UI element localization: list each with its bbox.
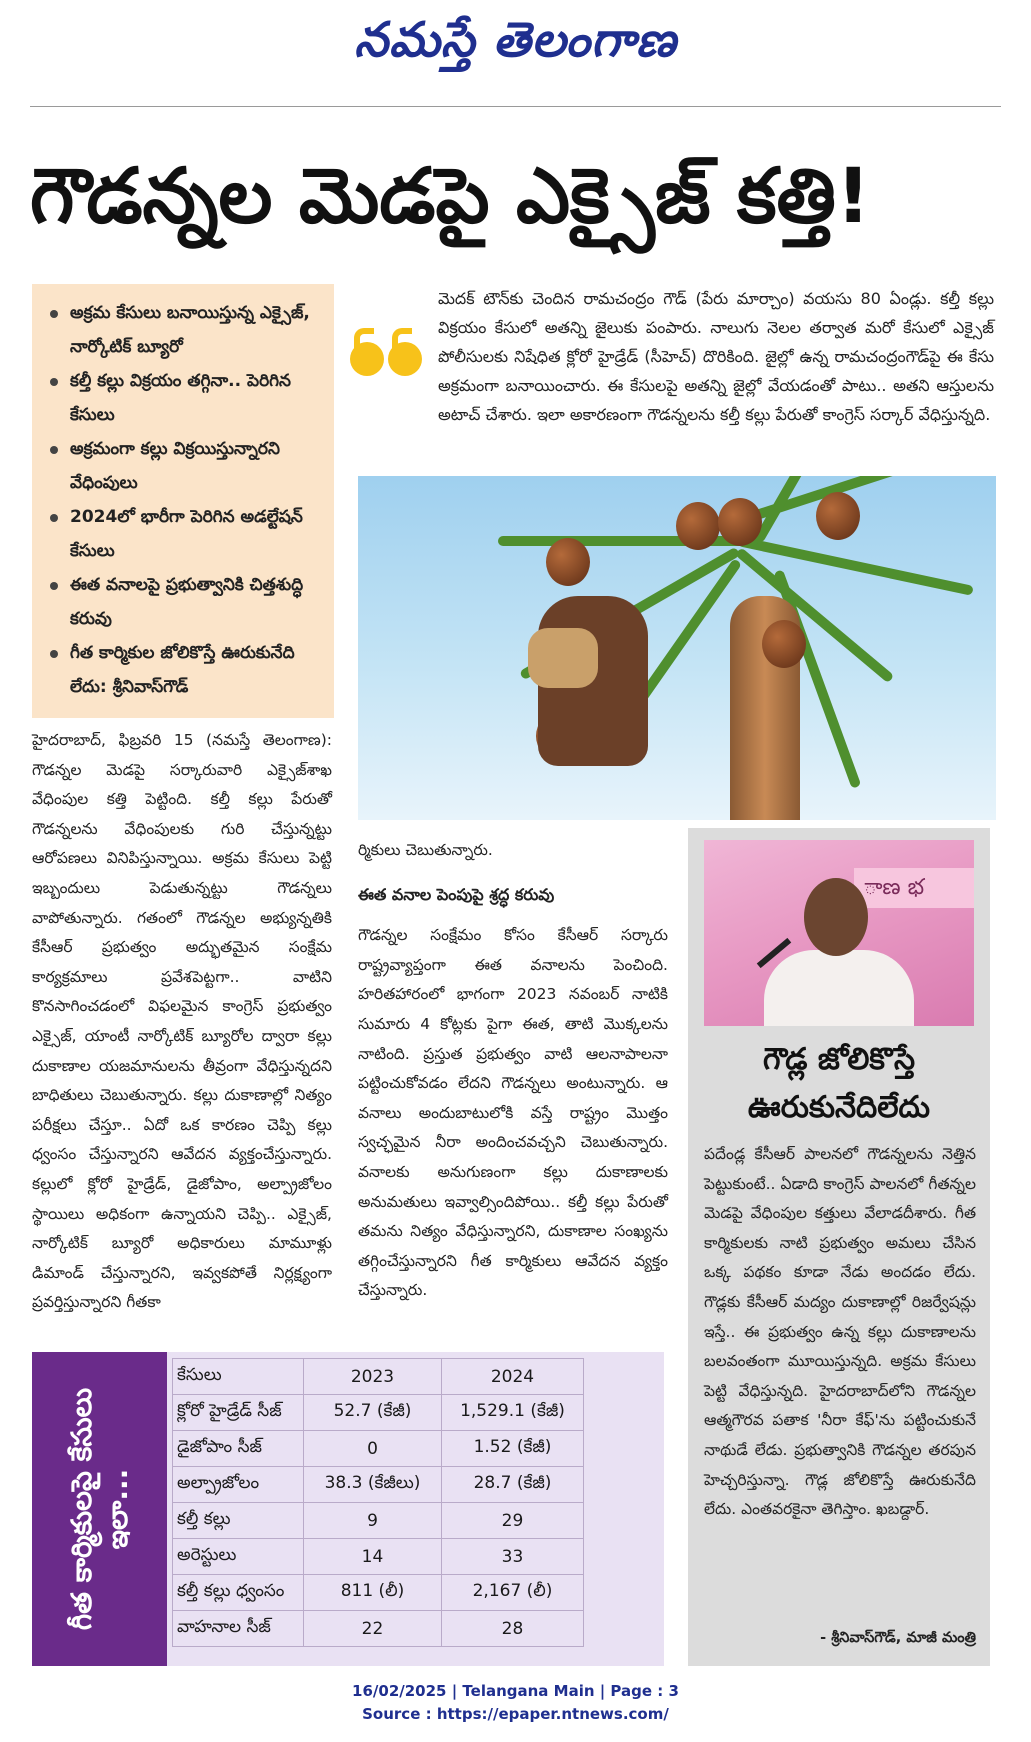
bullet-icon [50,446,58,454]
table-row [173,1611,584,1647]
cell-2024: 28 [442,1611,584,1647]
highlight-text: అక్రమంగా కల్లు విక్రయిస్తున్నారని వేధింపులు [70,439,280,493]
sidebar-headline [702,1036,976,1132]
footer-edition-info: 16/02/2025 | Telangana Main | Page : 3 [352,1682,679,1700]
bullet-icon [50,582,58,590]
column-header: 2024 [442,1359,584,1395]
sidebar-headline-line: గౌడ్ల జోలికొస్తే [762,1042,915,1077]
bullet-icon [50,378,58,386]
highlight-text: గీత కార్మికుల జోలికొస్తే ఊరుకునేది లేదు: శ్రీనివాస్‌గౌడ్ [70,643,295,697]
highlight-text: అక్రమ కేసులు బనాయిస్తున్న ఎక్సైజ్, నార్కోటిక్ బ్యూరో [70,303,310,357]
cell-2024: 2,167 (లీ) [442,1575,584,1611]
table-row [173,1539,584,1575]
bullet-icon [50,310,58,318]
highlight-item [50,568,324,636]
article-subheading: ఈత వనాల పెంపుపై శ్రద్ధ కరువు [358,884,555,904]
cell-2024: 1,529.1 (కేజీ) [442,1395,584,1431]
speaker-photo [704,840,974,1026]
sidebar-headline-line: ఊరుకునేదిలేదు [747,1090,931,1125]
quote-text: మెదక్ టౌన్‌కు చెందిన రామచంద్రం గౌడ్ (పేరు మార్చాం) వయసు 80 ఏండ్లు. కల్తీ కల్లు విక్రయం కేసులో అతన్ని జైలుకు పంపారు. నాలుగు నెలల తర్వాత మరో కేసులో ఎక్సైజ్ పోలీసులకు నిషేధిత క్లోరో హైడ్రేడ్ (సీహెచ్) దొరికింది. జైల్లో ఉన్న రామచంద్రంగౌడ్‌పై ఈ కేసు అక్రమంగా బనాయించారు. ఈ కేసులపై అతన్ని జైల్లో వేయడంతో పాటు.. అతని ఆస్తులను అటాచ్ చేశారు. ఇలా అకారణంగా గౌడన్నలను కల్తీ కల్లు పేరుతో కాంగ్రెస్ సర్కార్ వేధిస్తున్నది. [438,289,994,424]
article-paragraph: ర్మికులు చెబుతున్నారు. [358,841,493,859]
highlight-item [50,364,324,432]
cell-2023: 14 [304,1539,442,1575]
table-row [173,1503,584,1539]
cell-2024: 29 [442,1503,584,1539]
row-label: కల్తీ కల్లు [173,1503,304,1539]
highlight-text: ఈత వనాలపై ప్రభుత్వానికి చిత్తశుద్ధి కరువు [70,575,304,629]
table-row [173,1431,584,1467]
toddy-tapper-photo [358,476,996,820]
sidebar-byline: - శ్రీనివాస్‌గౌడ్, మాజీ మంత్రి [820,1630,976,1646]
highlight-text: 2024లో భారీగా పెరిగిన అడల్టేషన్ కేసులు [70,507,303,561]
highlight-item [50,500,324,568]
article-column-2 [358,836,668,1306]
cell-2023: 811 (లీ) [304,1575,442,1611]
photo-banner-text: ాణ భ [854,868,974,908]
masthead-divider [30,106,1001,107]
article-column-1 [32,726,332,1318]
stats-box [32,1352,664,1666]
row-label: క్లోరో హైడ్రేడ్ సీజ్ [173,1395,304,1431]
table-row [173,1467,584,1503]
page-footer [0,1680,1031,1726]
row-label: అల్ప్రాజోలం [173,1467,304,1503]
column-header: కేసులు [173,1359,304,1395]
page-headline: గౌడన్నల మెడపై ఎక్సైజ్ కత్తి! [30,151,871,240]
quote-icon [350,342,426,390]
table-row [173,1575,584,1611]
highlight-item [50,432,324,500]
cell-2023: 0 [304,1431,442,1467]
sidebar-text: పదేండ్ల కేసీఆర్ పాలనలో గౌడన్నలను నెత్తిన పెట్టుకుంటే.. ఏడాది కాంగ్రెస్ పాలనలో గీతన్నల మెడపై వేధింపుల కత్తులు వేలాడదీశారు. గీత కార్మికులకు నాటి ప్రభుత్వం అమలు చేసిన ఒక్క పథకం కూడా నేడు అందడం లేదు. గౌడ్లకు కేసీఆర్ మద్యం దుకాణాల్లో రిజర్వేషన్లు ఇస్తే.. ఈ ప్రభుత్వం ఉన్న కల్లు దుకాణాలను బలవంతంగా మూయిస్తున్నది. అక్రమ కేసులు పెట్టి వేధిస్తున్నది. హైదరాబాద్‌లోని గౌడన్నల ఆత్మగౌరవ పతాక 'నీరా కేఫ్'ను పట్టించుకునే నాథుడే లేడు. ప్రభుత్వానికి గౌడన్నల తరపున హెచ్చరిస్తున్నా. గౌడ్ల జోలికొస్తే ఊరుకునేది లేదు. ఎంతవరకైనా తెగిస్తాం. ఖబడ్దార్. [704,1145,976,1519]
table-header-row [173,1359,584,1395]
pull-quote [346,284,996,454]
highlights-box [32,284,334,718]
row-label: అరెస్టులు [173,1539,304,1575]
footer-source-link[interactable]: Source : https://epaper.ntnews.com/ [362,1705,669,1723]
row-label: కల్తీ కల్లు ధ్వంసం [173,1575,304,1611]
bullet-icon [50,650,58,658]
highlight-item [50,636,324,704]
stats-tab-label: గీత కార్మికులపై కేసులు ఇలా... [64,1387,134,1631]
cell-2023: 22 [304,1611,442,1647]
stats-table [172,1358,584,1647]
cell-2024: 1.52 (కేజీ) [442,1431,584,1467]
cell-2023: 38.3 (కేజీలు) [304,1467,442,1503]
table-row [173,1395,584,1431]
sidebar-box [688,828,990,1666]
row-label: వాహనాల సీజ్ [173,1611,304,1647]
cell-2023: 52.7 (కేజీ) [304,1395,442,1431]
cell-2024: 28.7 (కేజీ) [442,1467,584,1503]
article-paragraph: గౌడన్నల సంక్షేమం కోసం కేసీఆర్ సర్కారు రాష్ట్రవ్యాప్తంగా ఈత వనాలను పెంచింది. హరితహారంలో భాగంగా 2023 నవంబర్ నాటికి సుమారు 4 కోట్లకు పైగా ఈత, తాటి మొక్కలను నాటింది. ప్రస్తుత ప్రభుత్వం వాటి ఆలనాపాలనా పట్టించుకోవడం లేదని గౌడన్నలు అంటున్నారు. ఆ వనాలు అందుబాటులోకి వస్తే రాష్ట్రం మొత్తం స్వచ్ఛమైన నీరా అందించవచ్చని చెబుతున్నారు. వనాలకు అనుగుణంగా కల్లు దుకాణాలకు అనుమతులు ఇవ్వాల్సిందిపోయి.. కల్తీ కల్లు పేరుతో తమను నిత్యం వేధిస్తున్నారని, దుకాణాల సంఖ్యను తగ్గించేస్తున్నారని గీత కార్మికులు ఆవేదన వ్యక్తం చేస్తున్నారు. [358,926,668,1300]
highlight-item [50,296,324,364]
column-header: 2023 [304,1359,442,1395]
cell-2023: 9 [304,1503,442,1539]
masthead [0,0,1031,108]
bullet-icon [50,514,58,522]
stats-tab [32,1352,167,1666]
cell-2024: 33 [442,1539,584,1575]
row-label: డైజోపాం సీజ్ [173,1431,304,1467]
newspaper-logo: నమస్తే తెలంగాణ [354,12,677,68]
highlight-text: కల్తీ కల్లు విక్రయం తగ్గినా.. పెరిగిన కేసులు [70,371,291,425]
article-paragraph: హైదరాబాద్, ఫిబ్రవరి 15 (నమస్తే తెలంగాణ): గౌడన్నల మెడపై సర్కారువారి ఎక్సైజ్‌శాఖ వేధింపుల కత్తి పెట్టింది. కల్తీ కల్లు పేరుతో గౌడన్నలను వేధింపులకు గురి చేస్తున్నట్టు ఆరోపణలు వినిపిస్తున్నాయి. అక్రమ కేసులు పెట్టి ఇబ్బందులు పెడుతున్నట్టు గౌడన్నలు వాపోతున్నారు. గతంలో గౌడన్నల అభ్యున్నతికి కేసీఆర్ ప్రభుత్వం అద్భుతమైన సంక్షేమ కార్యక్రమాలు ప్రవేశపెట్టగా.. వాటిని కొనసాగించడంలో విఫలమైన కాంగ్రెస్ ప్రభుత్వం ఎక్సైజ్, యాంటీ నార్కోటిక్ బ్యూరోల ద్వారా కల్లు దుకాణాల యజమానులను తీవ్రంగా వేధిస్తున్నదని బాధితులు చెబుతున్నారు. కల్లు దుకాణాల్లో నిత్యం పరీక్షలు చేస్తూ.. ఏదో ఒక కారణం చెప్పి కల్లు ధ్వంసం చేస్తున్నారని ఆవేదన వ్యక్తంచేస్తున్నారు. కల్లులో క్లోరో హైడ్రేడ్, డైజోపాం, అల్ప్రాజోలం స్థాయిలు అధికంగా ఉన్నాయని చెప్పి.. ఎక్సైజ్, నార్కోటిక్ బ్యూరో అధికారులు మామూళ్లు డిమాండ్ చేస్తున్నారని, ఇవ్వకపోతే నిర్లక్ష్యంగా ప్రవర్తిస్తున్నారని గీతకా [32,731,332,1312]
